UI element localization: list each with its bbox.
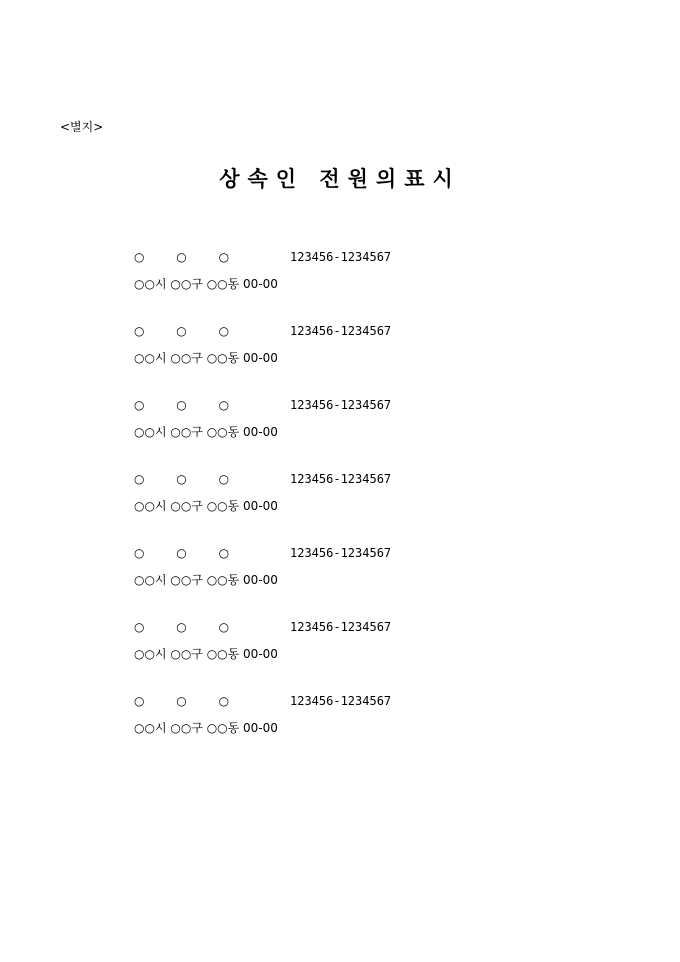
heir-name: ○ ○ ○ (134, 398, 230, 412)
heir-id-number: 123456-1234567 (290, 324, 392, 338)
heir-address: ○○시 ○○구 ○○동 00-00 (134, 277, 278, 291)
heir-address: ○○시 ○○구 ○○동 00-00 (134, 425, 278, 439)
heir-id-number: 123456-1234567 (290, 694, 392, 708)
heir-entry-header (134, 618, 554, 638)
heir-name: ○ ○ ○ (134, 472, 230, 486)
heir-entry (134, 396, 554, 470)
heir-list (134, 248, 554, 766)
heir-id-number: 123456-1234567 (290, 546, 392, 560)
heir-entry (134, 248, 554, 322)
heir-address: ○○시 ○○구 ○○동 00-00 (134, 573, 278, 587)
heir-name: ○ ○ ○ (134, 620, 230, 634)
heir-entry-header (134, 322, 554, 342)
heir-name: ○ ○ ○ (134, 250, 230, 264)
annex-label: <별지> (60, 120, 104, 134)
heir-name: ○ ○ ○ (134, 694, 230, 708)
heir-id-number: 123456-1234567 (290, 250, 392, 264)
heir-address: ○○시 ○○구 ○○동 00-00 (134, 499, 278, 513)
heir-id-number: 123456-1234567 (290, 398, 392, 412)
heir-name: ○ ○ ○ (134, 324, 230, 338)
document-title: 상속인 전원의표시 (219, 166, 461, 191)
heir-id-number: 123456-1234567 (290, 472, 392, 486)
heir-address: ○○시 ○○구 ○○동 00-00 (134, 647, 278, 661)
heir-entry (134, 322, 554, 396)
heir-entry (134, 692, 554, 766)
heir-entry-header (134, 544, 554, 564)
heir-address: ○○시 ○○구 ○○동 00-00 (134, 721, 278, 735)
heir-id-number: 123456-1234567 (290, 620, 392, 634)
heir-entry (134, 470, 554, 544)
heir-entry-header (134, 470, 554, 490)
heir-name: ○ ○ ○ (134, 546, 230, 560)
heir-address: ○○시 ○○구 ○○동 00-00 (134, 351, 278, 365)
heir-entry-header (134, 692, 554, 712)
heir-entry (134, 618, 554, 692)
heir-entry (134, 544, 554, 618)
heir-entry-header (134, 248, 554, 268)
heir-entry-header (134, 396, 554, 416)
